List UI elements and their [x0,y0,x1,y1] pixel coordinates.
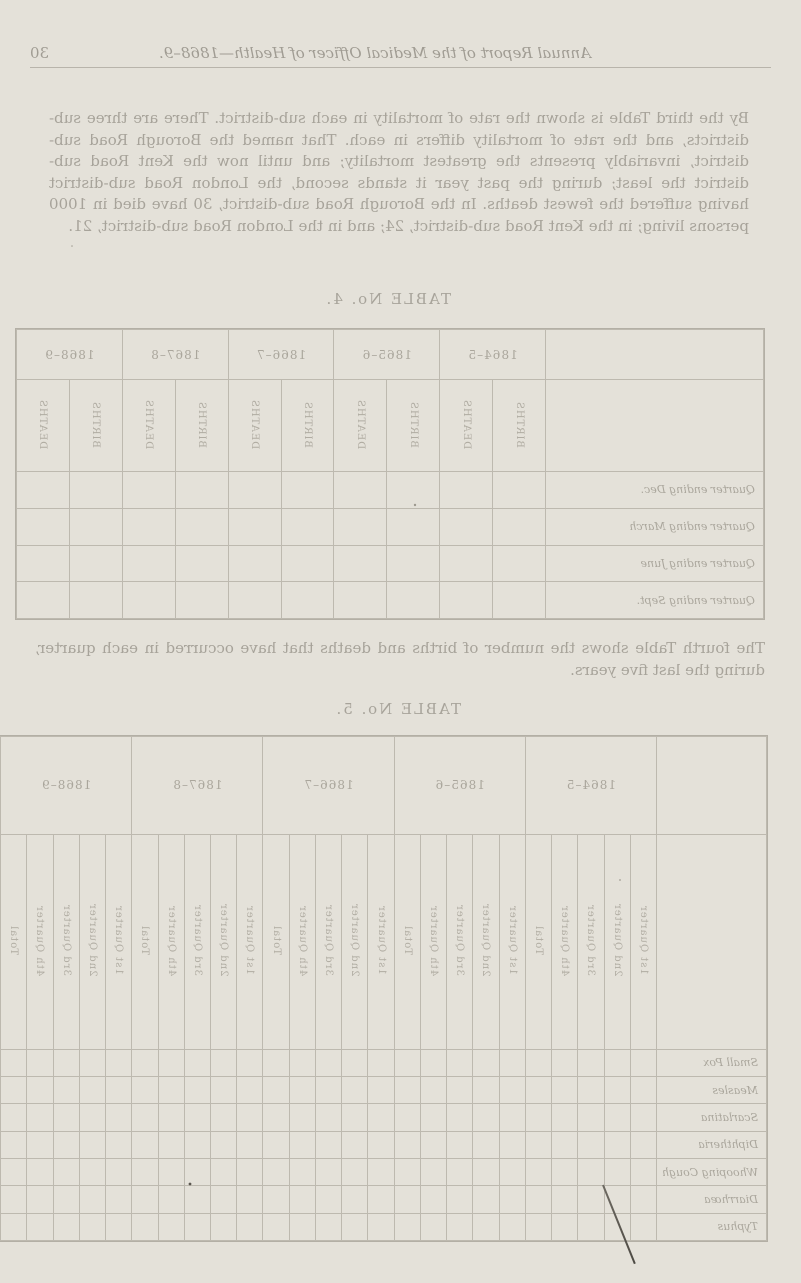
table-cell [473,1131,499,1158]
table-cell [525,1213,551,1240]
table-4-subheader: DEATHS [17,380,70,472]
table-cell [263,1186,289,1213]
table-cell [79,1049,105,1076]
row-label: Whooping Cough [657,1158,767,1185]
table-cell [158,1131,184,1158]
table-5-subheader: Total [394,834,420,1049]
table-cell [237,1076,263,1103]
table-cell [552,1158,578,1185]
table-cell [447,1158,473,1185]
table-4-year: 1864–5 [440,330,546,380]
header-rule [30,67,771,68]
table-cell [525,1049,551,1076]
table-cell [604,1049,630,1076]
table-cell [525,1131,551,1158]
table-cell [211,1158,237,1185]
table-4-subheader: DEATHS [440,380,493,472]
table-cell [420,1104,446,1131]
table-cell [184,1213,210,1240]
table-5-subheader: 4th Quarter [420,834,446,1049]
table-cell [394,1131,420,1158]
table-5-year: 1868–9 [1,737,132,835]
table-cell [27,1104,53,1131]
table-cell [342,1076,368,1103]
table-cell [578,1158,604,1185]
row-label: Measles [657,1076,767,1103]
table-cell [27,1213,53,1240]
table-cell [106,1158,132,1185]
table-4-year: 1866–7 [228,330,334,380]
table-5-label-header [657,834,767,1049]
table-cell [1,1158,27,1185]
table-cell [447,1049,473,1076]
table-cell [630,1186,656,1213]
running-header [30,44,771,66]
table-cell [289,1158,315,1185]
table-cell [473,1186,499,1213]
table-cell [342,1158,368,1185]
table-cell [420,1076,446,1103]
table-cell [211,1186,237,1213]
table-cell [420,1049,446,1076]
table-cell [604,1158,630,1185]
table-cell [420,1158,446,1185]
table-5-year: 1867–8 [132,737,263,835]
table-cell [420,1213,446,1240]
table-cell [289,1186,315,1213]
row-label: Small Pox [657,1049,767,1076]
table-cell [79,1158,105,1185]
table-5-subheader: 3rd Quarter [315,834,341,1049]
table-cell [106,1186,132,1213]
table-cell [237,1213,263,1240]
table-cell [237,1131,263,1158]
table-cell [132,1186,158,1213]
table-5-subheader: 1st Quarter [237,834,263,1049]
table-4-subheader: BIRTHS [281,380,334,472]
page-number: 30 [30,44,50,62]
table-cell [447,1186,473,1213]
table-cell [27,1158,53,1185]
table-cell [184,1186,210,1213]
table-cell [604,1076,630,1103]
table-cell [158,1186,184,1213]
table-5-subheader: 1st Quarter [368,834,394,1049]
table-cell [106,1076,132,1103]
table-cell [1,1049,27,1076]
table-cell [79,1131,105,1158]
row-label: Quarter ending March [546,508,764,545]
table-cell [499,1049,525,1076]
table-5-subheader: 3rd Quarter [578,834,604,1049]
table-cell [525,1158,551,1185]
table-cell [499,1104,525,1131]
table-5-subheader: Total [525,834,551,1049]
table-cell [106,1213,132,1240]
table-cell [106,1104,132,1131]
table-4-label-header [546,380,764,472]
table-cell [263,1213,289,1240]
table-cell [237,1049,263,1076]
table-cell [342,1131,368,1158]
table-cell [552,1049,578,1076]
table-cell [158,1076,184,1103]
table-cell [27,1049,53,1076]
table-5-title: TABLE No. 5. [334,700,461,718]
table-cell [630,1213,656,1240]
table-cell [420,1131,446,1158]
table-cell [106,1049,132,1076]
table-cell [630,1158,656,1185]
table-cell [211,1076,237,1103]
table-cell [263,1158,289,1185]
table-cell [394,1158,420,1185]
table-cell [473,1213,499,1240]
table-cell [1,1186,27,1213]
table-4-subheader: DEATHS [228,380,281,472]
table-cell [158,1158,184,1185]
table-cell [368,1131,394,1158]
table-cell [132,1213,158,1240]
table-cell [132,1076,158,1103]
table-5-subheader: 4th Quarter [552,834,578,1049]
table-row [1,1104,767,1131]
table-cell [289,1131,315,1158]
table-5-subheader: Total [132,834,158,1049]
table-cell [158,1104,184,1131]
table-cell [499,1186,525,1213]
table-cell [79,1186,105,1213]
table-5-subheader: 1st Quarter [499,834,525,1049]
table-5-subheader: 3rd Quarter [53,834,79,1049]
table-cell [289,1104,315,1131]
table-cell [79,1076,105,1103]
table-5 [0,735,768,1242]
table-cell [184,1158,210,1185]
table-cell [368,1049,394,1076]
table-cell [578,1104,604,1131]
table-row [1,1049,767,1076]
table-cell [342,1186,368,1213]
table-cell [552,1213,578,1240]
table-cell [79,1213,105,1240]
table-5-subheader: 4th Quarter [27,834,53,1049]
table-cell [263,1104,289,1131]
table-cell [473,1104,499,1131]
table-cell [394,1104,420,1131]
table-cell [211,1104,237,1131]
table-4-title: TABLE No. 4. [324,290,451,308]
table-cell [525,1186,551,1213]
table-cell [237,1158,263,1185]
table-5-subheader: 4th Quarter [289,834,315,1049]
table-row [1,1131,767,1158]
table-cell [368,1213,394,1240]
table-4-year: 1868–9 [17,330,123,380]
table-cell [132,1049,158,1076]
table-cell [578,1213,604,1240]
table-row [1,1186,767,1213]
table-4-subheader: BIRTHS [387,380,440,472]
table-4-subheader: BIRTHS [175,380,228,472]
table-cell [1,1131,27,1158]
table-cell [53,1131,79,1158]
table-cell [447,1104,473,1131]
table-cell [447,1076,473,1103]
table-cell [158,1213,184,1240]
table-cell [630,1076,656,1103]
table-cell [106,1131,132,1158]
table-cell [53,1049,79,1076]
table-cell [630,1049,656,1076]
table-cell [394,1213,420,1240]
table-cell [315,1104,341,1131]
table-cell [1,1076,27,1103]
intro-paragraph: By the third Table is shown the rate of mortality in each sub-district. There are three sub-districts, and the rate of mortality differs in each. That named the Borough Road sub-district, invariably presents the greatest mortality; and until now the Kent Road sub-district the least; during the past year it stands second, the London Road sub-district having suffered the fewest deaths. In the Borough Road sub-district, 30 have died in 1000 persons living; in the Kent Road sub-district, 24; and in the London Road sub-district, 21. [49,109,749,235]
table-4-description: The fourth Table shows the number of births and deaths that have occurred in each quarter, during the last five years. [35,639,765,679]
table-cell [473,1158,499,1185]
table-cell [211,1049,237,1076]
table-cell [263,1076,289,1103]
table-5-subheader: 1st Quarter [106,834,132,1049]
table-cell [368,1158,394,1185]
table-row [17,472,764,509]
table-5-subheader: Total [263,834,289,1049]
row-label: Diphtheria [657,1131,767,1158]
table-cell [53,1186,79,1213]
table-cell [132,1131,158,1158]
table-cell [420,1186,446,1213]
table-cell [368,1104,394,1131]
table-4-subheader: DEATHS [334,380,387,472]
table-4-corner [546,330,764,380]
table-cell [315,1076,341,1103]
table-cell [552,1076,578,1103]
row-label: Quarter ending June [546,545,764,582]
table-5-subheader: 2nd Quarter [211,834,237,1049]
table-cell [211,1131,237,1158]
table-cell [473,1049,499,1076]
table-cell [53,1158,79,1185]
table-cell [27,1131,53,1158]
table-cell [342,1104,368,1131]
table-cell [394,1076,420,1103]
table-5-subheader: 2nd Quarter [342,834,368,1049]
table-5-subheader: 3rd Quarter [184,834,210,1049]
table-cell [184,1076,210,1103]
table-4-subheader: DEATHS [122,380,175,472]
table-cell [578,1076,604,1103]
table-cell [237,1186,263,1213]
table-cell [53,1104,79,1131]
table-cell [315,1213,341,1240]
table-cell [499,1158,525,1185]
table-5-year: 1864–5 [525,737,656,835]
table-5-subheader: 4th Quarter [158,834,184,1049]
table-cell [27,1076,53,1103]
table-cell [342,1213,368,1240]
table-cell [394,1049,420,1076]
table-cell [315,1049,341,1076]
table-row [1,1158,767,1185]
table-row [17,508,764,545]
table-cell [1,1104,27,1131]
table-row [1,1213,767,1240]
table-cell [552,1186,578,1213]
table-cell [263,1131,289,1158]
table-cell [289,1076,315,1103]
table-cell [473,1076,499,1103]
table-cell [578,1186,604,1213]
table-cell [184,1049,210,1076]
table-cell [368,1076,394,1103]
table-cell [525,1076,551,1103]
table-cell [394,1186,420,1213]
table-cell [289,1213,315,1240]
table-cell [368,1186,394,1213]
table-5-subheader: 3rd Quarter [447,834,473,1049]
table-cell [184,1104,210,1131]
table-5-subheader: 1st Quarter [630,834,656,1049]
table-cell [315,1158,341,1185]
table-cell [158,1049,184,1076]
table-4-year: 1867–8 [122,330,228,380]
table-cell [499,1131,525,1158]
table-cell [211,1213,237,1240]
table-cell [237,1104,263,1131]
table-cell [79,1104,105,1131]
table-4-subheader: BIRTHS [493,380,546,472]
table-5-subheader: Total [1,834,27,1049]
table-4-year: 1865–6 [334,330,440,380]
table-cell [499,1213,525,1240]
table-cell [447,1213,473,1240]
table-cell [184,1131,210,1158]
row-label: Diarrhœa [657,1186,767,1213]
table-5-corner [657,737,767,835]
table-row [17,545,764,582]
table-row [1,1076,767,1103]
table-cell [342,1049,368,1076]
running-title: Annual Report of the Medical Officer of Health—1868–9. [159,44,591,62]
table-cell [315,1131,341,1158]
table-cell [263,1049,289,1076]
table-cell [53,1213,79,1240]
table-5-subheader: 2nd Quarter [473,834,499,1049]
table-cell [27,1186,53,1213]
table-cell [499,1076,525,1103]
table-5-year: 1865–6 [394,737,525,835]
table-row [17,582,764,619]
row-label: Quarter ending Dec. [546,472,764,509]
table-cell [525,1104,551,1131]
table-cell [447,1131,473,1158]
table-cell [132,1158,158,1185]
table-cell [630,1104,656,1131]
table-cell [1,1213,27,1240]
table-cell [552,1104,578,1131]
row-label: Scarlatina [657,1104,767,1131]
table-cell [630,1131,656,1158]
table-5-subheader: 2nd Quarter [79,834,105,1049]
table-cell [578,1049,604,1076]
table-cell [289,1049,315,1076]
table-5-year: 1866–7 [263,737,394,835]
table-cell [315,1186,341,1213]
table-cell [604,1131,630,1158]
table-cell [53,1076,79,1103]
table-5-subheader: 2nd Quarter [604,834,630,1049]
table-cell [552,1131,578,1158]
table-cell [604,1104,630,1131]
row-label: Quarter ending Sept. [546,582,764,619]
table-4-subheader: BIRTHS [69,380,122,472]
table-4 [15,328,765,620]
table-cell [578,1131,604,1158]
table-cell [132,1104,158,1131]
row-label: Typhus [657,1213,767,1240]
